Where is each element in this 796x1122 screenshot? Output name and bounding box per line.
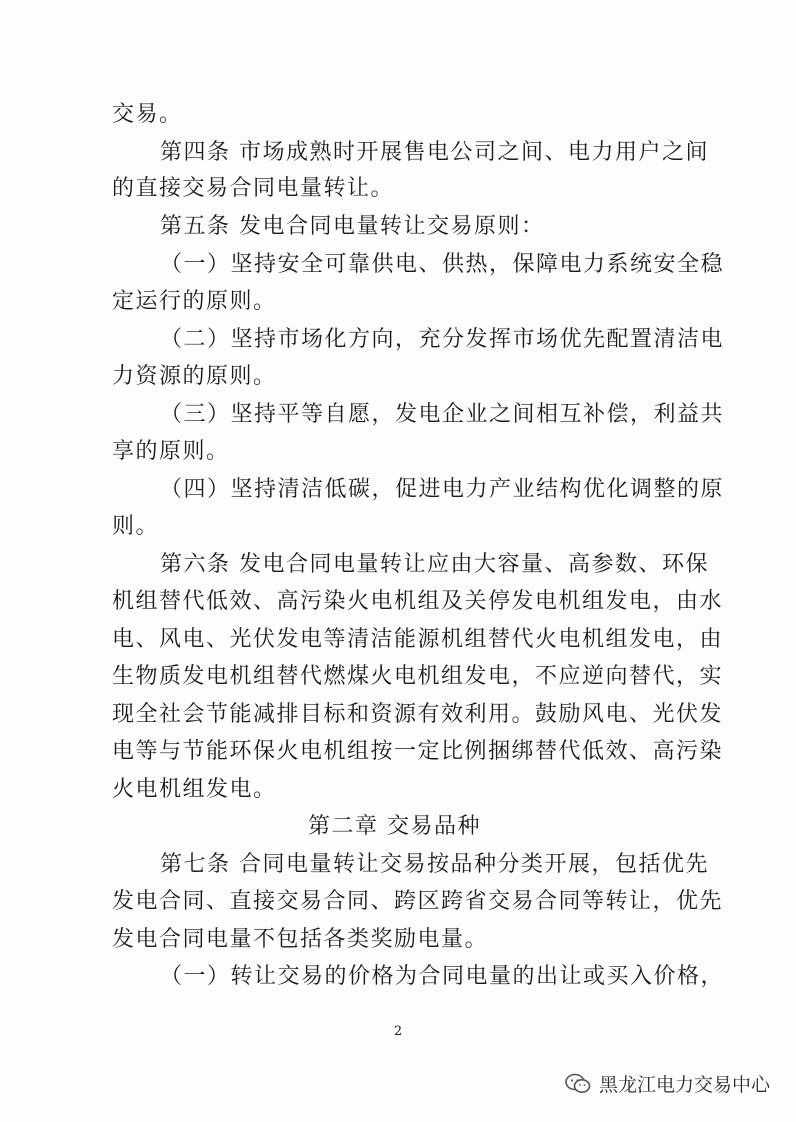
article-7-heading: 第七条 合同电量转让交易按品种分类开展，包括优先	[160, 852, 709, 877]
text-line: （一）坚持安全可靠供电、供热，保障电力系统安全稳	[160, 252, 725, 277]
source-watermark	[565, 1070, 770, 1097]
text-line: 交易。	[112, 102, 183, 127]
text-line: 现全社会节能减排目标和资源有效利用。鼓励风电、光伏发	[112, 702, 724, 727]
text-line: 生物质发电机组替代燃煤火电机组发电，不应逆向替代，实	[112, 664, 724, 689]
page-number: 2	[393, 1024, 403, 1039]
text-line: 电等与节能环保火电机组按一定比例捆绑替代低效、高污染	[112, 739, 724, 764]
article-5-heading: 第五条 发电合同电量转让交易原则：	[160, 214, 545, 239]
text-line: 机组替代低效、高污染火电机组及关停发电机组发电，由水	[112, 589, 724, 614]
text-line: 的直接交易合同电量转让。	[112, 176, 395, 201]
article-4-heading: 第四条 市场成熟时开展售电公司之间、电力用户之间	[160, 140, 709, 165]
text-line: （三）坚持平等自愿，发电企业之间相互补偿，利益共	[160, 402, 725, 427]
text-line: （一）转让交易的价格为合同电量的出让或买入价格，	[160, 964, 725, 989]
text-line: 则。	[112, 514, 160, 539]
text-line: （四）坚持清洁低碳，促进电力产业结构优化调整的原	[160, 477, 725, 502]
article-6-heading: 第六条 发电合同电量转让应由大容量、高参数、环保	[160, 552, 709, 577]
text-line: 力资源的原则。	[112, 364, 277, 389]
text-line: 电、风电、光伏发电等清洁能源机组替代火电机组发电，由	[112, 627, 724, 652]
chapter-2-heading: 第二章 交易品种	[308, 814, 481, 839]
text-line: 定运行的原则。	[112, 289, 277, 314]
watermark-text: 黑龙江电力交易中心	[598, 1074, 770, 1096]
text-line: 发电合同电量不包括各类奖励电量。	[112, 927, 489, 952]
text-line: 享的原则。	[112, 439, 230, 464]
text-line: 发电合同、直接交易合同、跨区跨省交易合同等转让，优先	[112, 889, 724, 914]
text-line: 火电机组发电。	[112, 777, 277, 802]
wechat-icon	[565, 1073, 591, 1095]
text-line: （二）坚持市场化方向，充分发挥市场优先配置清洁电	[160, 327, 725, 352]
